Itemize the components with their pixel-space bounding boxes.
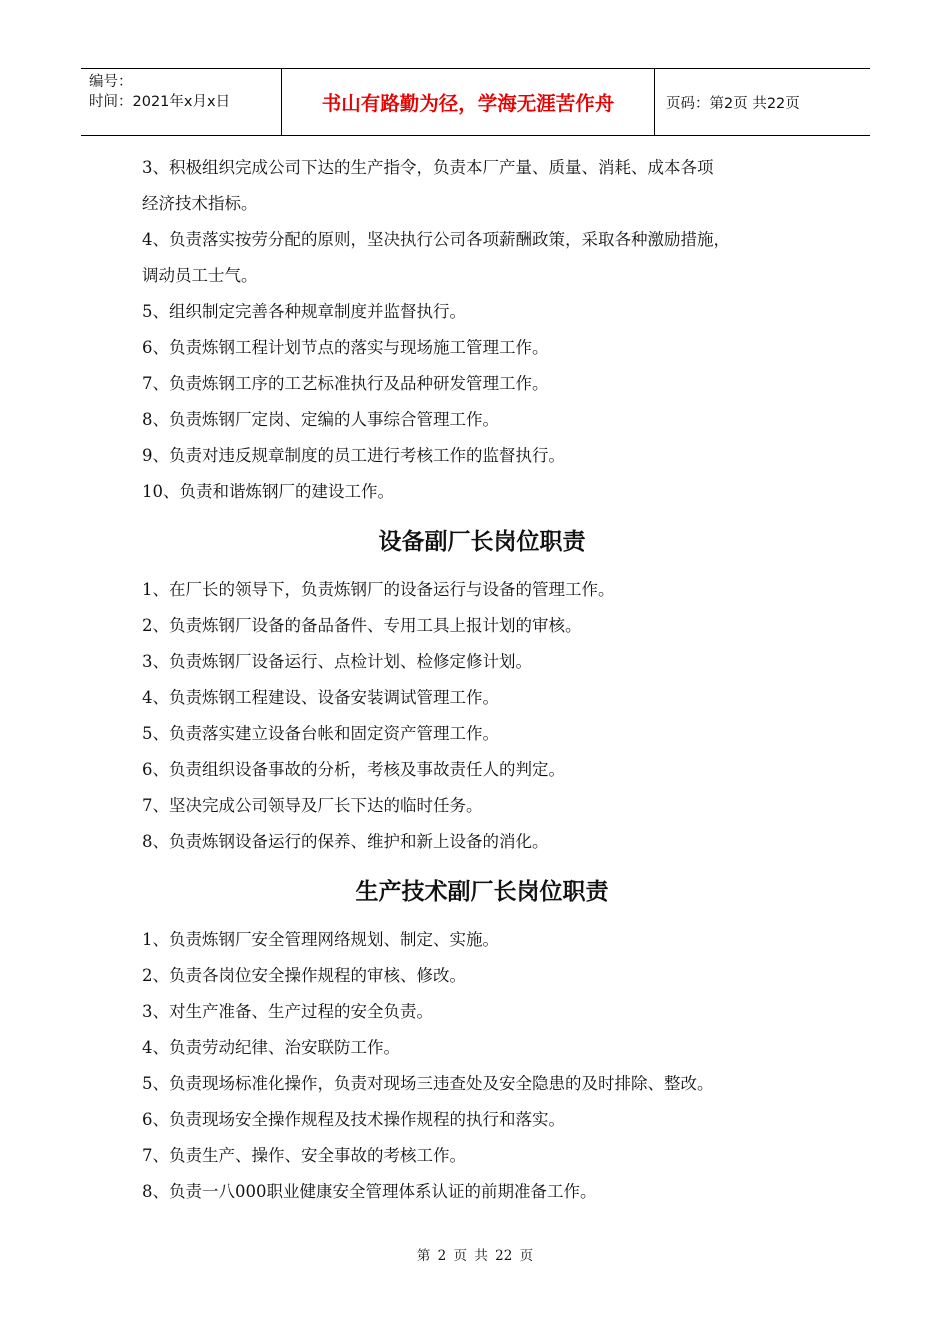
duty-item: 7、负责生产、操作、安全事故的考核工作。	[142, 1146, 466, 1165]
page-footer: 第 2 页 共 22 页	[416, 1248, 534, 1264]
header-page-info: 页码：第2页 共22页	[666, 95, 800, 112]
duty-item: 4、负责劳动纪律、治安联防工作。	[142, 1038, 400, 1057]
header-meta	[81, 69, 282, 135]
duty-item: 5、组织制定完善各种规章制度并监督执行。	[142, 302, 466, 321]
duty-item: 10、负责和谐炼钢厂的建设工作。	[142, 482, 394, 501]
section-equipment-duties	[142, 572, 822, 860]
section-title-production-tech: 生产技术副厂长岗位职责	[355, 879, 609, 905]
duty-item: 1、在厂长的领导下，负责炼钢厂的设备运行与设备的管理工作。	[142, 580, 615, 599]
number-label: 编号：	[89, 74, 133, 90]
duty-item: 5、负责现场标准化操作，负责对现场三违查处及安全隐患的及时排除、整改。	[142, 1074, 714, 1093]
duty-item: 1、负责炼钢厂安全管理网络规划、制定、实施。	[142, 930, 499, 949]
duty-item: 3、积极组织完成公司下达的生产指令，负责本厂产量、质量、消耗、成本各项	[142, 158, 714, 177]
page-header	[81, 68, 870, 136]
section-production-tech-duties	[142, 922, 822, 1210]
duty-item: 6、负责炼钢工程计划节点的落实与现场施工管理工作。	[142, 338, 549, 357]
duty-item: 7、负责炼钢工序的工艺标准执行及品种研发管理工作。	[142, 374, 549, 393]
duty-item: 7、坚决完成公司领导及厂长下达的临时任务。	[142, 796, 483, 815]
duty-item: 8、负责炼钢厂定岗、定编的人事综合管理工作。	[142, 410, 499, 429]
duty-item: 8、负责一八000职业健康安全管理体系认证的前期准备工作。	[142, 1182, 597, 1201]
duty-item: 2、负责炼钢厂设备的备品备件、专用工具上报计划的审核。	[142, 616, 582, 635]
duty-item: 6、负责组织设备事故的分析，考核及事故责任人的判定。	[142, 760, 565, 779]
duty-item: 3、负责炼钢厂设备运行、点检计划、检修定修计划。	[142, 652, 532, 671]
document-body	[142, 150, 822, 1210]
duty-item: 经济技术指标。	[142, 194, 258, 213]
duty-item: 9、负责对违反规章制度的员工进行考核工作的监督执行。	[142, 446, 565, 465]
duty-item: 2、负责各岗位安全操作规程的审核、修改。	[142, 966, 466, 985]
time-label: 时间：2021年x月x日	[89, 94, 231, 110]
duty-item: 3、对生产准备、生产过程的安全负责。	[142, 1002, 433, 1021]
duty-item: 调动员工士气。	[142, 266, 258, 285]
duty-item: 4、负责炼钢工程建设、设备安装调试管理工作。	[142, 688, 499, 707]
header-motto: 书山有路勤为径，学海无涯苦作舟	[282, 69, 655, 135]
duty-item: 8、负责炼钢设备运行的保养、维护和新上设备的消化。	[142, 832, 549, 851]
section-factory-manager-duties	[142, 150, 822, 510]
duty-item: 5、负责落实建立设备台帐和固定资产管理工作。	[142, 724, 499, 743]
duty-item: 4、负责落实按劳分配的原则，坚决执行公司各项薪酬政策，采取各种激励措施，	[142, 230, 730, 249]
section-title-equipment: 设备副厂长岗位职责	[378, 529, 586, 555]
duty-item: 6、负责现场安全操作规程及技术操作规程的执行和落实。	[142, 1110, 565, 1129]
